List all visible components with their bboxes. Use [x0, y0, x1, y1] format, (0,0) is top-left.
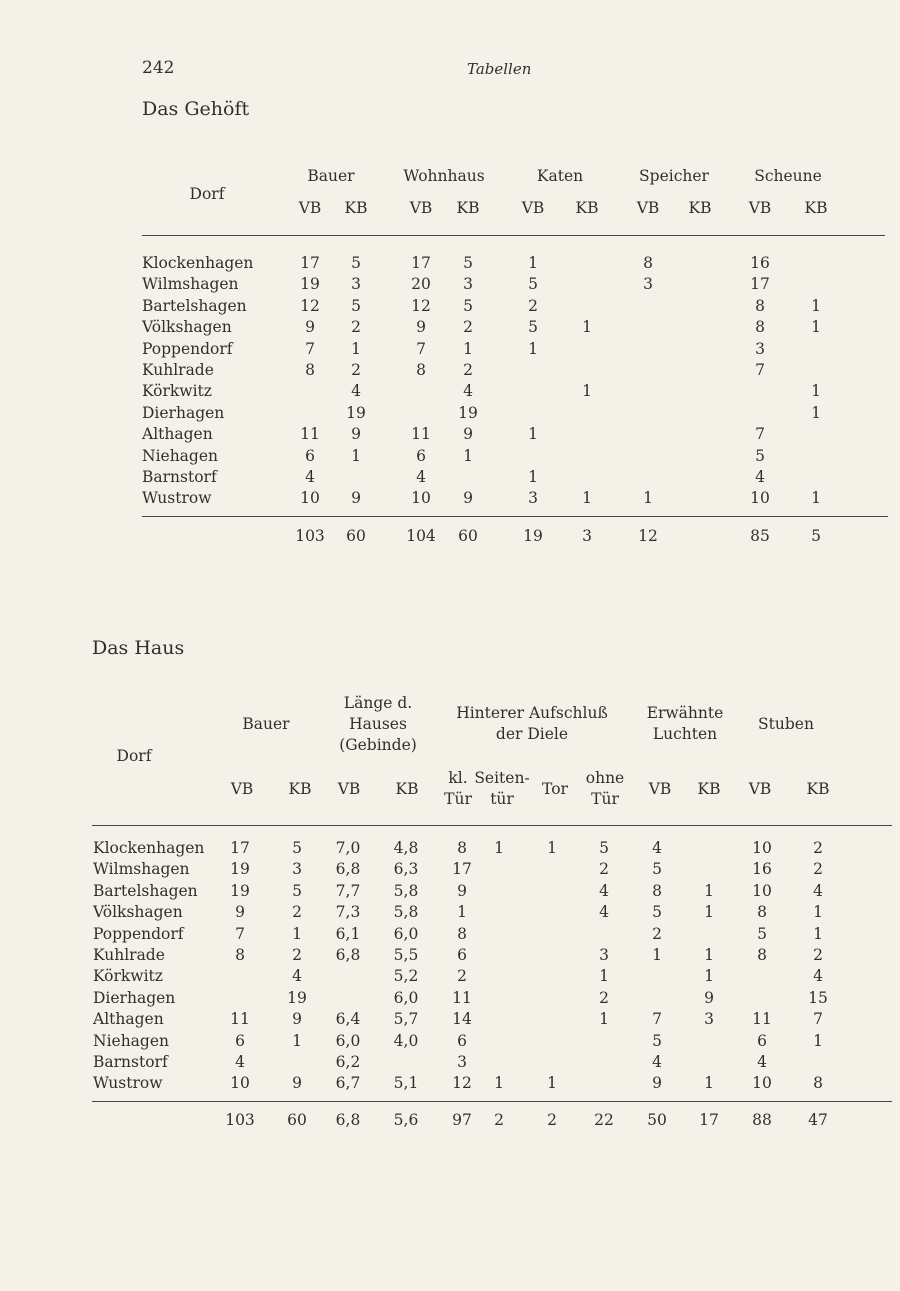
table1-cell: 20 [411, 275, 431, 294]
table1-cell: 1 [351, 339, 361, 358]
table2-cell: 2 [457, 967, 467, 986]
table1-cell: 1 [528, 339, 538, 358]
table1-cell: 3 [755, 339, 765, 358]
table2-cell: 8 [757, 903, 767, 922]
table2-cell: 12 [452, 1074, 472, 1093]
table2-total-cell: 2 [547, 1111, 557, 1129]
table2-cell: 17 [230, 839, 250, 857]
table2-cell: 14 [452, 1010, 472, 1029]
table1-cell: 3 [463, 275, 473, 294]
table1-cell: 2 [351, 318, 361, 337]
table2-cell: 8 [457, 839, 467, 857]
table2-cell: 2 [292, 903, 302, 922]
table2-cell: 5,8 [393, 903, 419, 922]
table2-cell: 10 [752, 839, 772, 857]
table1-cell: 19 [458, 403, 478, 422]
table2-cell: 9 [292, 1010, 302, 1029]
table2-cell: 11 [230, 1010, 250, 1029]
table1-total-cell: 103 [295, 527, 325, 545]
table1-row-name: Niehagen [142, 446, 218, 465]
laenge-line-1: Länge d. [343, 694, 413, 712]
table2-total-cell: 6,8 [335, 1111, 361, 1129]
table2-row-name: Dierhagen [93, 988, 176, 1007]
table2-cell: 6,8 [335, 860, 361, 879]
table2-erwaehnte-header [647, 703, 724, 745]
table1-cell: 2 [528, 296, 538, 315]
kl-line-2: Tür [444, 790, 472, 808]
table2-row-name: Bartelshagen [93, 881, 198, 900]
table2-cell: 6,1 [335, 924, 361, 943]
table1-cell: 5 [528, 275, 538, 294]
t2-sub-seitentuer [474, 768, 529, 810]
table2-total-rule [92, 1101, 892, 1102]
table2-cell: 7 [235, 924, 245, 943]
seiten-line-2: tür [490, 790, 514, 808]
table1-row-name: Klockenhagen [142, 254, 254, 272]
table2-dorf-header: Dorf [116, 747, 152, 765]
table2-cell: 8 [652, 881, 662, 900]
table1-cell: 6 [305, 446, 315, 465]
ohne-line-1: ohne [585, 769, 625, 787]
table2-total-cell: 5,6 [393, 1111, 419, 1129]
table1-cell: 1 [811, 318, 821, 337]
t2-sub-laenge-kb: KB [395, 780, 419, 798]
table1-group-header: Katen [536, 167, 584, 185]
table1-row-name: Wilmshagen [142, 275, 239, 294]
table2-cell: 4 [292, 967, 302, 986]
table1-cell: 1 [811, 403, 821, 422]
table1-cell: 5 [351, 296, 361, 315]
table1-subheader: KB [456, 199, 480, 217]
table1-cell: 6 [416, 446, 426, 465]
table2-cell: 5 [652, 903, 662, 922]
table1-cell: 1 [528, 425, 538, 444]
table2-row-name: Niehagen [93, 1031, 169, 1050]
table2-cell: 17 [452, 860, 472, 879]
table2-cell: 2 [652, 924, 662, 943]
table2-cell: 2 [813, 946, 823, 964]
table1-cell: 4 [416, 468, 426, 486]
table2-cell: 2 [292, 946, 302, 964]
table1-row-name: Bartelshagen [142, 296, 247, 315]
table2-cell: 19 [230, 881, 250, 900]
table1-cell: 5 [351, 254, 361, 272]
table2-cell: 8 [757, 946, 767, 964]
table1-group-header: Bauer [307, 167, 355, 185]
table2-cell: 6 [457, 946, 467, 964]
table1-cell: 3 [643, 275, 653, 294]
table1-cell: 17 [300, 254, 320, 272]
table2-cell: 6,0 [393, 988, 419, 1007]
table2-row-name: Körkwitz [93, 967, 163, 986]
table1-cell: 11 [300, 425, 320, 444]
table2-cell: 6 [235, 1031, 245, 1050]
table2-cell: 7 [652, 1010, 662, 1029]
kl-line-1: kl. [448, 769, 468, 787]
table1-cell: 10 [750, 489, 770, 508]
table1-cell: 19 [346, 403, 366, 422]
table2-cell: 4 [235, 1053, 245, 1071]
table1-subheader: KB [804, 199, 828, 217]
table2-cell: 8 [457, 924, 467, 943]
table2-cell: 1 [813, 1031, 823, 1050]
table2-total-cell: 47 [808, 1111, 828, 1129]
table2-cell: 7 [813, 1010, 823, 1029]
table2-total-cell: 60 [287, 1111, 307, 1129]
running-head: Tabellen [467, 60, 532, 78]
table1-total-cell: 19 [523, 527, 543, 545]
table1-row-name: Wustrow [142, 489, 212, 508]
table1-cell: 1 [528, 468, 538, 486]
table2-cell: 4 [652, 839, 662, 857]
table2-cell: 8 [235, 946, 245, 964]
table2-cell: 1 [292, 924, 302, 943]
table1-cell: 1 [811, 382, 821, 401]
table2-cell: 5 [757, 924, 767, 943]
table2-cell: 3 [457, 1053, 467, 1071]
table2-cell: 15 [808, 988, 828, 1007]
table1-cell: 2 [351, 361, 361, 379]
hinterer-line-2: der Diele [495, 725, 569, 743]
page-number: 242 [142, 58, 175, 78]
table1-cell: 8 [755, 318, 765, 337]
table1-cell: 16 [750, 254, 770, 272]
table1-cell: 4 [463, 382, 473, 401]
table2-cell: 4 [813, 967, 823, 986]
table1-cell: 1 [528, 254, 538, 272]
table2-cell: 5,1 [393, 1074, 419, 1093]
table1-cell: 7 [305, 339, 315, 358]
table1-cell: 9 [351, 425, 361, 444]
table1-row-name: Althagen [142, 425, 213, 444]
table1-total-cell: 5 [811, 527, 821, 545]
table1-row-name: Kuhlrade [142, 361, 214, 379]
table2-cell: 9 [235, 903, 245, 922]
table2-total-cell: 88 [752, 1111, 772, 1129]
table1-total-cell: 60 [458, 527, 478, 545]
table2-bauer-header: Bauer [242, 715, 290, 733]
table1-cell: 8 [755, 296, 765, 315]
table2-cell: 1 [457, 903, 467, 922]
table1-cell: 12 [300, 296, 320, 315]
table1-subheader: KB [344, 199, 368, 217]
table1-subheader: KB [575, 199, 599, 217]
table1-total-cell: 12 [638, 527, 658, 545]
table1-row-name: Körkwitz [142, 382, 212, 401]
table2-cell: 9 [652, 1074, 662, 1093]
table1-cell: 1 [811, 296, 821, 315]
table1-cell: 9 [463, 489, 473, 508]
table1-cell: 1 [582, 382, 592, 401]
table2-cell: 1 [704, 903, 714, 922]
table1-title: Das Gehöft [142, 98, 250, 120]
table2-hinterer-header [456, 703, 608, 745]
t2-sub-ohne-tuer [586, 768, 624, 810]
table2-total-cell: 50 [647, 1111, 667, 1129]
t2-sub-laenge-vb: VB [337, 780, 361, 798]
table2-cell: 4 [599, 881, 609, 900]
table1-cell: 9 [416, 318, 426, 337]
table1-cell: 5 [528, 318, 538, 337]
table2-cell: 5 [652, 860, 662, 879]
table2-cell: 19 [230, 860, 250, 879]
table2-cell: 6,3 [393, 860, 419, 879]
table1-cell: 7 [416, 339, 426, 358]
table2-cell: 1 [704, 946, 714, 964]
table2-cell: 2 [599, 988, 609, 1007]
table1-cell: 1 [351, 446, 361, 465]
table2-total-cell: 17 [699, 1111, 719, 1129]
table2-cell: 4,0 [393, 1031, 419, 1050]
t2-sub-bauer-vb: VB [230, 780, 254, 798]
table1-cell: 5 [755, 446, 765, 465]
table1-row-name: Völkshagen [142, 318, 232, 337]
table1-cell: 2 [463, 361, 473, 379]
table1-subheader: VB [409, 199, 433, 217]
t2-sub-tor: Tor [542, 780, 568, 798]
erwaehnte-line-1: Erwähnte [646, 704, 724, 722]
table2-cell: 10 [752, 1074, 772, 1093]
seiten-line-1: Seiten- [474, 769, 530, 787]
table1-cell: 8 [416, 361, 426, 379]
table2-cell: 2 [813, 860, 823, 879]
table2-cell: 5,8 [393, 881, 419, 900]
table1-cell: 8 [305, 361, 315, 379]
table2-cell: 7,7 [335, 881, 361, 900]
table2-cell: 7,0 [335, 839, 361, 857]
table2-cell: 1 [599, 967, 609, 986]
table2-row-name: Klockenhagen [93, 839, 205, 857]
table2-cell: 11 [452, 988, 472, 1007]
table1-cell: 4 [755, 468, 765, 486]
table2-cell: 19 [287, 988, 307, 1007]
table2-total-cell: 2 [494, 1111, 504, 1129]
table2-cell: 5,5 [393, 946, 419, 964]
table1-cell: 3 [528, 489, 538, 508]
table2-row-name: Völkshagen [93, 903, 183, 922]
table2-cell: 1 [292, 1031, 302, 1050]
table2-row-name: Wustrow [93, 1074, 163, 1093]
table2-cell: 7,3 [335, 903, 361, 922]
table2-cell: 6,2 [335, 1053, 361, 1071]
table2-cell: 2 [813, 839, 823, 857]
table2-laenge-header [339, 693, 417, 756]
table2-cell: 10 [752, 881, 772, 900]
table1-cell: 7 [755, 425, 765, 444]
table2-cell: 1 [704, 881, 714, 900]
table1-total-cell: 60 [346, 527, 366, 545]
table1-subheader: VB [636, 199, 660, 217]
table1-row-name: Barnstorf [142, 468, 217, 486]
table1-cell: 3 [351, 275, 361, 294]
table2-cell: 1 [813, 924, 823, 943]
table2-cell: 1 [547, 839, 557, 857]
table1-total-cell: 85 [750, 527, 770, 545]
table1-total-cell: 104 [406, 527, 436, 545]
table1-subheader: VB [298, 199, 322, 217]
t2-sub-luchten-vb: VB [648, 780, 672, 798]
table1-group-header: Speicher [639, 167, 709, 185]
table1-cell: 19 [300, 275, 320, 294]
table2-cell: 3 [704, 1010, 714, 1029]
table2-total-cell: 97 [452, 1111, 472, 1129]
table2-cell: 1 [813, 903, 823, 922]
table2-cell: 2 [599, 860, 609, 879]
table2-cell: 5 [292, 881, 302, 900]
table1-group-header: Scheune [754, 167, 822, 185]
table2-cell: 6 [457, 1031, 467, 1050]
t2-sub-luchten-kb: KB [697, 780, 721, 798]
table2-cell: 6 [757, 1031, 767, 1050]
table1-cell: 7 [755, 361, 765, 379]
table2-cell: 8 [813, 1074, 823, 1093]
table2-cell: 1 [704, 1074, 714, 1093]
table1-subheader: KB [688, 199, 712, 217]
table2-title: Das Haus [92, 637, 185, 659]
table2-cell: 3 [292, 860, 302, 879]
table2-cell: 9 [704, 988, 714, 1007]
table2-cell: 5 [599, 839, 609, 857]
table1-cell: 10 [300, 489, 320, 508]
table2-total-cell: 22 [594, 1111, 614, 1129]
table1-cell: 5 [463, 254, 473, 272]
table1-subheader: VB [748, 199, 772, 217]
table1-cell: 12 [411, 296, 431, 315]
table1-total-cell: 3 [582, 527, 592, 545]
table1-cell: 11 [411, 425, 431, 444]
table1-cell: 9 [305, 318, 315, 337]
table1-row-name: Dierhagen [142, 403, 225, 422]
table1-row-name: Poppendorf [142, 339, 233, 358]
table2-cell: 11 [752, 1010, 772, 1029]
table2-cell: 10 [230, 1074, 250, 1093]
table1-header-rule [142, 235, 885, 236]
table1-total-rule [142, 516, 888, 517]
table2-cell: 1 [652, 946, 662, 964]
table2-cell: 1 [494, 839, 504, 857]
table2-cell: 6,8 [335, 946, 361, 964]
table2-cell: 6,0 [335, 1031, 361, 1050]
t2-sub-stuben-kb: KB [806, 780, 830, 798]
table2-cell: 5 [292, 839, 302, 857]
table1-cell: 8 [643, 254, 653, 272]
table1-cell: 17 [750, 275, 770, 294]
table1-cell: 5 [463, 296, 473, 315]
table2-row-name: Kuhlrade [93, 946, 165, 964]
erwaehnte-line-2: Luchten [652, 725, 718, 743]
table1-dorf-header: Dorf [189, 185, 225, 203]
table1-cell: 4 [305, 468, 315, 486]
table1-cell: 9 [463, 425, 473, 444]
table2-cell: 3 [599, 946, 609, 964]
table2-row-name: Barnstorf [93, 1053, 168, 1071]
table2-cell: 4 [599, 903, 609, 922]
table2-cell: 1 [704, 967, 714, 986]
table2-cell: 1 [599, 1010, 609, 1029]
t2-sub-bauer-kb: KB [288, 780, 312, 798]
table1-cell: 1 [643, 489, 653, 508]
table2-cell: 4 [652, 1053, 662, 1071]
table2-cell: 4 [813, 881, 823, 900]
table2-total-cell: 103 [225, 1111, 255, 1129]
table1-cell: 1 [811, 489, 821, 508]
table2-cell: 9 [292, 1074, 302, 1093]
table2-cell: 5,7 [393, 1010, 419, 1029]
t2-sub-stuben-vb: VB [748, 780, 772, 798]
table2-cell: 4,8 [393, 839, 419, 857]
table2-row-name: Wilmshagen [93, 860, 190, 879]
table2-stuben-header: Stuben [758, 715, 814, 733]
table2-row-name: Poppendorf [93, 924, 184, 943]
hinterer-line-1: Hinterer Aufschluß [456, 704, 608, 722]
table1-subheader: VB [521, 199, 545, 217]
laenge-line-3: (Gebinde) [339, 736, 417, 754]
table1-group-header: Wohnhaus [403, 167, 485, 185]
table2-row-name: Althagen [93, 1010, 164, 1029]
ohne-line-2: Tür [591, 790, 619, 808]
table1-cell: 1 [463, 446, 473, 465]
laenge-line-2: Hauses [349, 715, 407, 733]
table1-cell: 1 [463, 339, 473, 358]
table2-header-rule [92, 825, 892, 826]
table2-cell: 9 [457, 881, 467, 900]
table1-cell: 10 [411, 489, 431, 508]
table2-cell: 6,7 [335, 1074, 361, 1093]
table2-cell: 6,0 [393, 924, 419, 943]
t2-sub-kl-tuer [444, 768, 472, 810]
table2-cell: 1 [494, 1074, 504, 1093]
table2-cell: 5 [652, 1031, 662, 1050]
table2-cell: 1 [547, 1074, 557, 1093]
table2-cell: 4 [757, 1053, 767, 1071]
table1-cell: 2 [463, 318, 473, 337]
table1-cell: 1 [582, 489, 592, 508]
table2-cell: 5,2 [393, 967, 419, 986]
table2-cell: 16 [752, 860, 772, 879]
table1-cell: 9 [351, 489, 361, 508]
table1-cell: 4 [351, 382, 361, 401]
table2-cell: 6,4 [335, 1010, 361, 1029]
table1-cell: 17 [411, 254, 431, 272]
table1-cell: 1 [582, 318, 592, 337]
